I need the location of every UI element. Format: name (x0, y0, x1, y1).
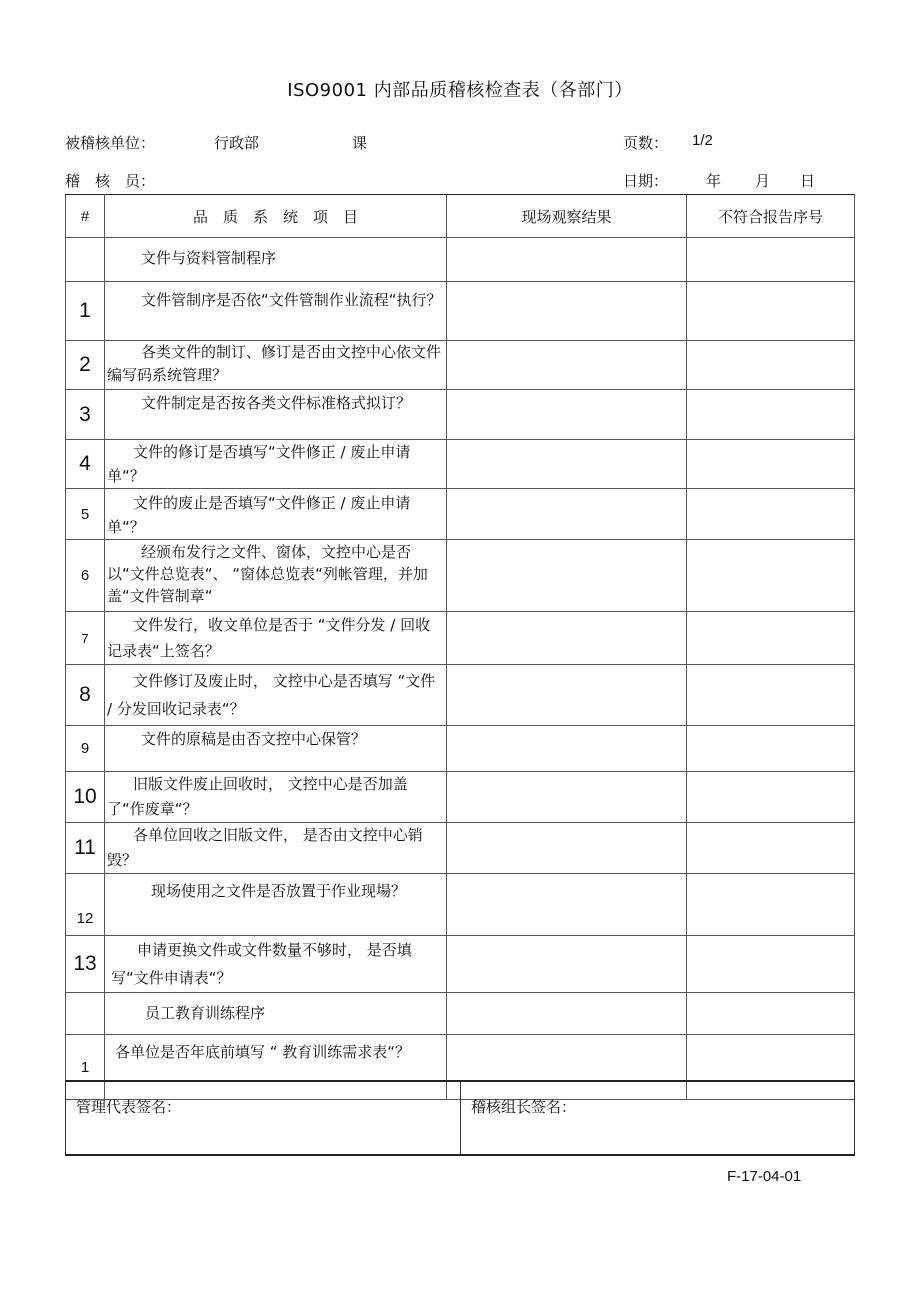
signature-section (65, 1080, 855, 1156)
observation-cell[interactable] (447, 936, 687, 993)
observation-cell[interactable] (447, 874, 687, 936)
nc-report-cell[interactable] (687, 936, 855, 993)
row-num: 11 (66, 823, 105, 874)
item-text: 各单位是否年底前填写 “ 教育训练需求表“？ (105, 1035, 447, 1100)
table-row (66, 936, 855, 993)
item-text: 文件制定是否按各类文件标准格式拟订？ (105, 390, 447, 440)
nc-report-cell[interactable] (687, 489, 855, 540)
table-row (66, 282, 855, 341)
nc-report-cell[interactable] (687, 440, 855, 489)
audit-leader-signature[interactable] (461, 1082, 854, 1154)
item-text: 旧版文件废止回收时， 文控中心是否加盖了“作废章“？ (105, 772, 447, 823)
audit-checklist-table (65, 194, 855, 1100)
table-row (66, 874, 855, 936)
row-num: 4 (66, 440, 105, 489)
nc-report-cell[interactable] (687, 282, 855, 341)
management-rep-signature[interactable] (66, 1082, 461, 1154)
observation-cell[interactable] (447, 489, 687, 540)
table-row (66, 665, 855, 726)
row-num: 9 (66, 726, 105, 772)
item-text: 现场使用之文件是否放置于作业现場？ (105, 874, 447, 936)
observation-cell[interactable] (447, 823, 687, 874)
table-row (66, 489, 855, 540)
row-num: 7 (66, 612, 105, 665)
table-row (66, 772, 855, 823)
observation-cell[interactable] (447, 282, 687, 341)
observation-cell[interactable] (447, 238, 687, 282)
nc-report-cell[interactable] (687, 540, 855, 612)
page-label: 页数： (623, 134, 669, 152)
row-num: 1 (66, 282, 105, 341)
document-title: ISO9001 内部品质稽核检查表（各部门） (287, 80, 633, 101)
table-row (66, 612, 855, 665)
table-header-row (66, 195, 855, 238)
observation-cell[interactable] (447, 993, 687, 1035)
row-num: 5 (66, 489, 105, 540)
auditor-label: 稽 核 员： (65, 172, 156, 190)
table-row (66, 823, 855, 874)
header-item: 品 质 系 统 项 目 (105, 195, 447, 238)
item-text: 经颁布发行之文件、窗体，文控中心是否以“文件总览表“、 “窗体总览表“列帐管理，并加盖“文件管制章“ (105, 540, 447, 612)
observation-cell[interactable] (447, 540, 687, 612)
month-label: 月 (755, 172, 771, 190)
item-text: 文件修订及废止时， 文控中心是否填写 “文件 / 分发回收记录表“？ (105, 665, 447, 726)
nc-report-cell[interactable] (687, 772, 855, 823)
header-num: # (66, 195, 105, 238)
section-title: 员工教育训练程序 (105, 993, 447, 1035)
row-num: 12 (66, 874, 105, 936)
nc-report-cell[interactable] (687, 726, 855, 772)
observation-cell[interactable] (447, 390, 687, 440)
day-label: 日 (800, 172, 816, 190)
observation-cell[interactable] (447, 341, 687, 390)
item-text: 文件的废止是否填写“文件修正 / 废止申请单“？ (105, 489, 447, 540)
item-text: 文件的修订是否填写“文件修正 / 废止申请单“？ (105, 440, 447, 489)
item-text: 申请更换文件或文件数量不够时， 是否填写“文件申请表“？ (105, 936, 447, 993)
table-row (66, 390, 855, 440)
row-num: 2 (66, 341, 105, 390)
audited-unit-label: 被稽核单位： (65, 134, 156, 152)
observation-cell[interactable] (447, 440, 687, 489)
date-label: 日期： (623, 172, 669, 190)
table-row (66, 540, 855, 612)
observation-cell[interactable] (447, 665, 687, 726)
audited-unit-value: 行政部 (214, 134, 260, 152)
nc-report-cell[interactable] (687, 612, 855, 665)
nc-report-cell[interactable] (687, 993, 855, 1035)
nc-report-cell[interactable] (687, 874, 855, 936)
row-num: 8 (66, 665, 105, 726)
table-row (66, 726, 855, 772)
row-num: 10 (66, 772, 105, 823)
item-text: 文件发行，收文单位是否于 “文件分发 / 回收记录表“上签名？ (105, 612, 447, 665)
row-num: 6 (66, 540, 105, 612)
item-text: 各类文件的制订、修订是否由文控中心依文件编写码系统管理？ (105, 341, 447, 390)
nc-report-cell[interactable] (687, 341, 855, 390)
table-row (66, 440, 855, 489)
header-nc-report: 不符合报告序号 (687, 195, 855, 238)
nc-report-cell[interactable] (687, 390, 855, 440)
audit-leader-label: 稽核组长签名： (471, 1098, 577, 1116)
table-row (66, 341, 855, 390)
observation-cell[interactable] (447, 772, 687, 823)
nc-report-cell[interactable] (687, 238, 855, 282)
row-num: 3 (66, 390, 105, 440)
section-row (66, 238, 855, 282)
section-title: 文件与资料管制程序 (105, 238, 447, 282)
management-rep-label: 管理代表签名： (76, 1098, 182, 1116)
row-num: 13 (66, 936, 105, 993)
form-code: F-17-04-01 (727, 1168, 802, 1185)
page-value: 1/2 (692, 132, 713, 149)
item-text: 各单位回收之旧版文件， 是否由文控中心销毁？ (105, 823, 447, 874)
header-observation: 现场观察结果 (447, 195, 687, 238)
observation-cell[interactable] (447, 726, 687, 772)
row-num: 1 (66, 1035, 105, 1100)
observation-cell[interactable] (447, 612, 687, 665)
nc-report-cell[interactable] (687, 823, 855, 874)
section-label: 课 (352, 134, 368, 152)
row-num (66, 238, 105, 282)
year-label: 年 (706, 172, 722, 190)
row-num (66, 993, 105, 1035)
item-text: 文件管制序是否依“文件管制作业流程“执行？ (105, 282, 447, 341)
section-row (66, 993, 855, 1035)
nc-report-cell[interactable] (687, 665, 855, 726)
item-text: 文件的原稿是由否文控中心保管？ (105, 726, 447, 772)
